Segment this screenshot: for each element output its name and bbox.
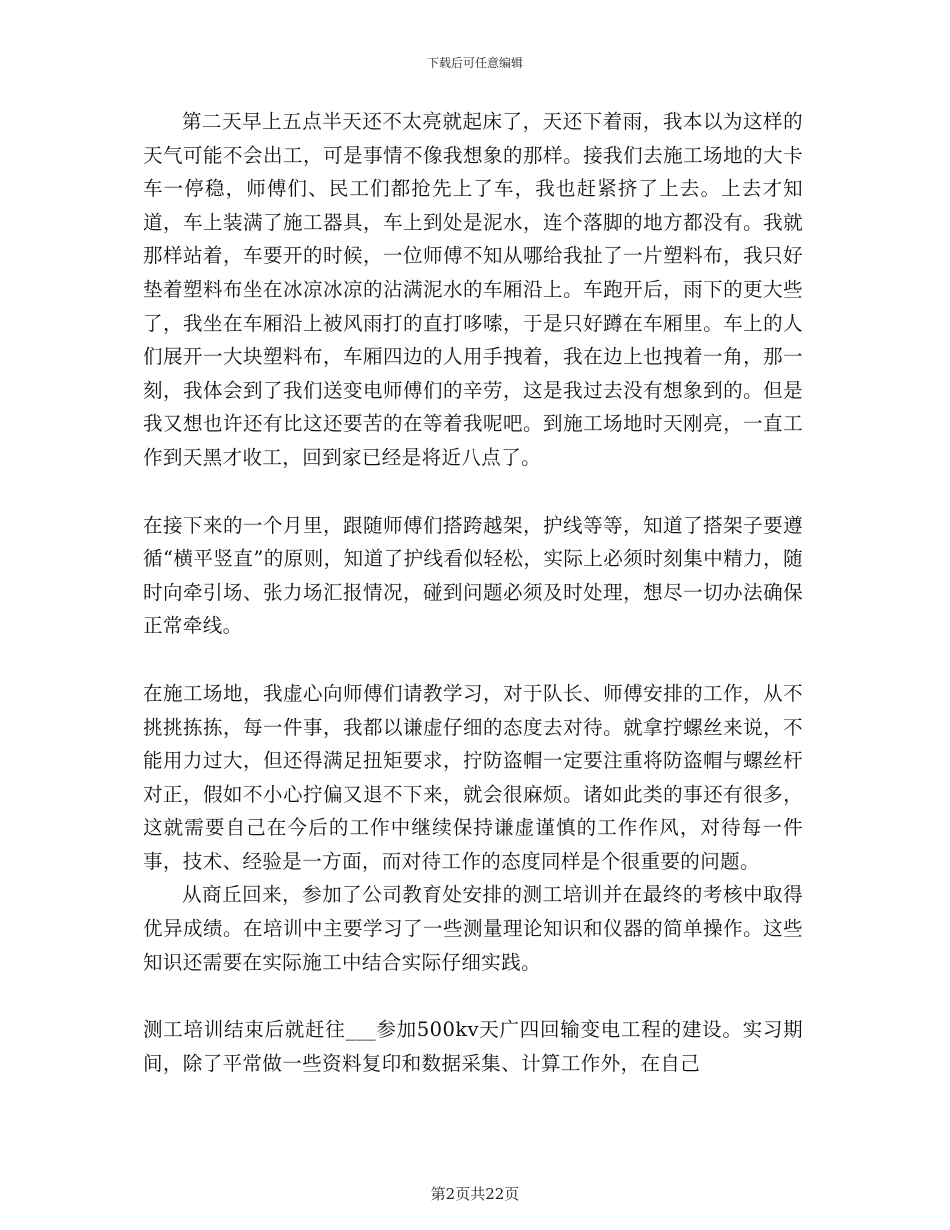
paragraph-2: 在接下来的一个月里，跟随师傅们搭跨越架，护线等等，知道了搭架子要遵循“横平竖直”的原则，知道了护线看似轻松，实际上必须时刻集中精力，随时向牵引场、张力场汇报情况，碰到问题必须及时处理，想尽一切办法确保正常牵线。 bbox=[143, 513, 803, 638]
page-footer: 第2页共22页 bbox=[430, 1185, 520, 1203]
paragraph-4: 从商丘回来，参加了公司教育处安排的测工培训并在最终的考核中取得优异成绩。在培训中主要学习了一些测量理论知识和仪器的简单操作。这些知识还需要在实际施工中结合实际仔细实践。 bbox=[143, 883, 803, 974]
paragraph-5: 测工培训结束后就赶往___参加500kv天广四回输变电工程的建设。实习期间，除了平常做一些资料复印和数据采集、计算工作外，在自己 bbox=[143, 1018, 803, 1075]
paragraph-1: 第二天早上五点半天还不太亮就起床了，天还下着雨，我本以为这样的天气可能不会出工，可是事情不像我想象的那样。接我们去施工场地的大卡车一停稳，师傅们、民工们都抢先上了车，我也赶紧挤了上去。上去才知道，车上装满了施工器具，车上到处是泥水，连个落脚的地方都没有。我就那样站着，车要开的时候，一位师傅不知从哪给我扯了一片塑料布，我只好垫着塑料布坐在冰凉冰凉的沾满泥水的车厢沿上。车跑开后，雨下的更大些了，我坐在车厢沿上被风雨打的直打哆嗦，于是只好蹲在车厢里。车上的人们展开一大块塑料布，车厢四边的人用手拽着，我在边上也拽着一角，那一刻，我体会到了我们送变电师傅们的辛劳，这是我过去没有想象到的。但是我又想也许还有比这还要苦的在等着我呢吧。到施工场地时天刚亮，一直工作到天黑才收工，回到家已经是将近八点了。 bbox=[143, 110, 803, 469]
document-body bbox=[143, 105, 803, 1080]
page-header: 下载后可任意编辑 bbox=[426, 56, 523, 70]
paragraph-3: 在施工场地，我虚心向师傅们请教学习，对于队长、师傅安排的工作，从不挑挑拣拣，每一件事，我都以谦虚仔细的态度去对待。就拿拧螺丝来说，不能用力过大，但还得满足扭矩要求，拧防盗帽一定要注重将防盗帽与螺丝杆对正，假如不小心拧偏又退不下来，就会很麻烦。诸如此类的事还有很多，这就需要自己在今后的工作中继续保持谦虚谨慎的工作作风，对待每一件事，技术、经验是一方面，而对待工作的态度同样是个很重要的问题。 bbox=[143, 681, 803, 873]
